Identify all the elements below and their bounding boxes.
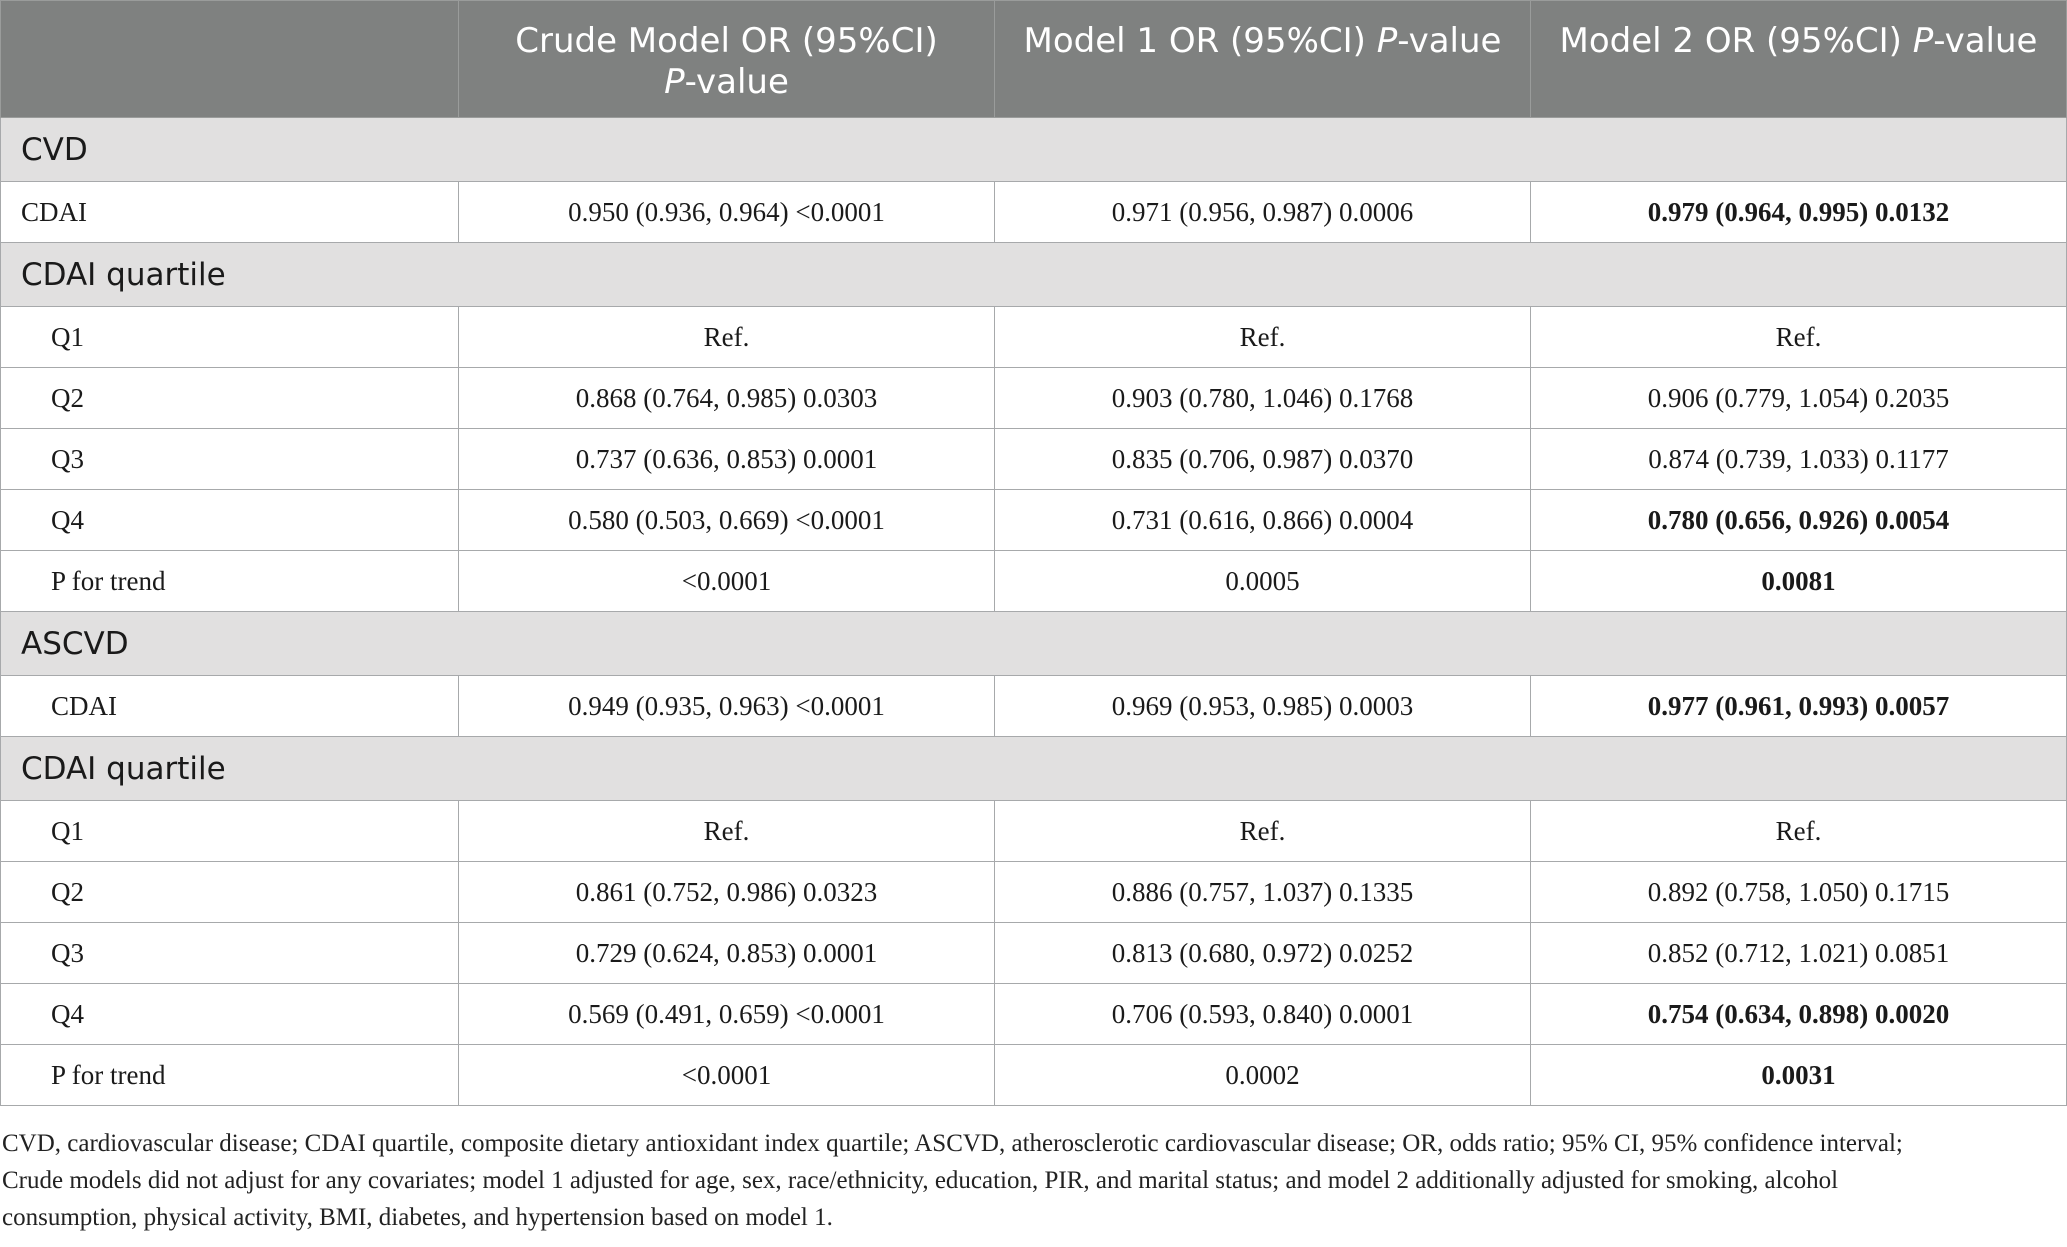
table-row (1, 984, 2067, 1045)
cell-model-1: 0.706 (0.593, 0.840) 0.0001 (995, 984, 1531, 1045)
cell-model-2: Ref. (1531, 307, 2067, 368)
cell-model-2: 0.0081 (1531, 551, 2067, 612)
header-model1-label: Model 1 OR (95%CI) (1023, 21, 1377, 61)
cell-crude-model: 0.569 (0.491, 0.659) <0.0001 (459, 984, 995, 1045)
section-title: CVD (1, 118, 2067, 182)
row-label: Q1 (1, 801, 459, 862)
header-model1-pvalue: -value (1397, 21, 1502, 61)
row-label: P for trend (1, 551, 459, 612)
row-label: P for trend (1, 1045, 459, 1106)
section-title: ASCVD (1, 612, 2067, 676)
footnote-line: CVD, cardiovascular disease; CDAI quartile, composite dietary antioxidant index quartile; ASCVD, atherosclerotic cardiovascular disease; OR, odds ratio; 95% CI, 95% confidence interval; (2, 1130, 1903, 1157)
cell-model-1: Ref. (995, 801, 1531, 862)
cell-model-1: 0.813 (0.680, 0.972) 0.0252 (995, 923, 1531, 984)
cell-model-2: 0.0031 (1531, 1045, 2067, 1106)
cell-crude-model: <0.0001 (459, 1045, 995, 1106)
row-label: Q3 (1, 429, 459, 490)
row-label: Q3 (1, 923, 459, 984)
row-label: Q2 (1, 368, 459, 429)
table-body (1, 118, 2067, 1106)
cell-crude-model: 0.861 (0.752, 0.986) 0.0323 (459, 862, 995, 923)
cell-crude-model: 0.949 (0.935, 0.963) <0.0001 (459, 676, 995, 737)
table-footnote (2, 1125, 2062, 1236)
footnote-line: consumption, physical activity, BMI, diabetes, and hypertension based on model 1. (2, 1204, 833, 1231)
cell-crude-model: 0.950 (0.936, 0.964) <0.0001 (459, 182, 995, 243)
section-header-row (1, 243, 2067, 307)
table-row (1, 923, 2067, 984)
row-label: Q4 (1, 984, 459, 1045)
table-row (1, 307, 2067, 368)
table-row (1, 801, 2067, 862)
cell-model-2: 0.892 (0.758, 1.050) 0.1715 (1531, 862, 2067, 923)
header-crude-label: Crude Model OR (95%CI) (515, 21, 938, 61)
cell-model-1: 0.971 (0.956, 0.987) 0.0006 (995, 182, 1531, 243)
section-title: CDAI quartile (1, 243, 2067, 307)
header-model1-p: P (1376, 21, 1398, 61)
section-title: CDAI quartile (1, 737, 2067, 801)
cell-model-1: Ref. (995, 307, 1531, 368)
table-row (1, 676, 2067, 737)
header-crude-p: P (664, 62, 685, 102)
table-row (1, 429, 2067, 490)
row-label: Q4 (1, 490, 459, 551)
cell-model-2: Ref. (1531, 801, 2067, 862)
cell-model-2: 0.852 (0.712, 1.021) 0.0851 (1531, 923, 2067, 984)
header-model2-pvalue: -value (1933, 21, 2038, 61)
cell-model-2: 0.874 (0.739, 1.033) 0.1177 (1531, 429, 2067, 490)
cell-crude-model: 0.737 (0.636, 0.853) 0.0001 (459, 429, 995, 490)
header-model2-p: P (1912, 21, 1934, 61)
cell-model-2: 0.977 (0.961, 0.993) 0.0057 (1531, 676, 2067, 737)
table-row (1, 490, 2067, 551)
cell-crude-model: Ref. (459, 307, 995, 368)
cell-crude-model: Ref. (459, 801, 995, 862)
header-crude-model (459, 1, 995, 118)
footnote-line: Crude models did not adjust for any covariates; model 1 adjusted for age, sex, race/ethnicity, education, PIR, and marital status; and model 2 additionally adjusted for smoking, alcohol (2, 1167, 1839, 1194)
cell-crude-model: 0.868 (0.764, 0.985) 0.0303 (459, 368, 995, 429)
cell-model-1: 0.0005 (995, 551, 1531, 612)
header-model-1 (995, 1, 1531, 118)
header-model2-label: Model 2 OR (95%CI) (1559, 21, 1913, 61)
cell-model-2: 0.780 (0.656, 0.926) 0.0054 (1531, 490, 2067, 551)
header-crude-pvalue: -value (684, 62, 789, 102)
table-row (1, 862, 2067, 923)
cell-model-2: 0.906 (0.779, 1.054) 0.2035 (1531, 368, 2067, 429)
row-label: Q2 (1, 862, 459, 923)
cell-model-1: 0.835 (0.706, 0.987) 0.0370 (995, 429, 1531, 490)
cell-crude-model: 0.580 (0.503, 0.669) <0.0001 (459, 490, 995, 551)
cell-model-1: 0.969 (0.953, 0.985) 0.0003 (995, 676, 1531, 737)
table-header-row (1, 1, 2067, 118)
section-header-row (1, 612, 2067, 676)
cell-model-1: 0.903 (0.780, 1.046) 0.1768 (995, 368, 1531, 429)
cell-model-1: 0.0002 (995, 1045, 1531, 1106)
row-label: Q1 (1, 307, 459, 368)
table-row (1, 368, 2067, 429)
cell-model-2: 0.979 (0.964, 0.995) 0.0132 (1531, 182, 2067, 243)
header-empty-cell (1, 1, 459, 118)
cell-crude-model: 0.729 (0.624, 0.853) 0.0001 (459, 923, 995, 984)
row-label: CDAI (1, 182, 459, 243)
cell-model-2: 0.754 (0.634, 0.898) 0.0020 (1531, 984, 2067, 1045)
cell-crude-model: <0.0001 (459, 551, 995, 612)
table-row (1, 551, 2067, 612)
row-label: CDAI (1, 676, 459, 737)
cell-model-1: 0.731 (0.616, 0.866) 0.0004 (995, 490, 1531, 551)
header-model-2 (1531, 1, 2067, 118)
table-row (1, 182, 2067, 243)
section-header-row (1, 737, 2067, 801)
section-header-row (1, 118, 2067, 182)
cell-model-1: 0.886 (0.757, 1.037) 0.1335 (995, 862, 1531, 923)
table-row (1, 1045, 2067, 1106)
